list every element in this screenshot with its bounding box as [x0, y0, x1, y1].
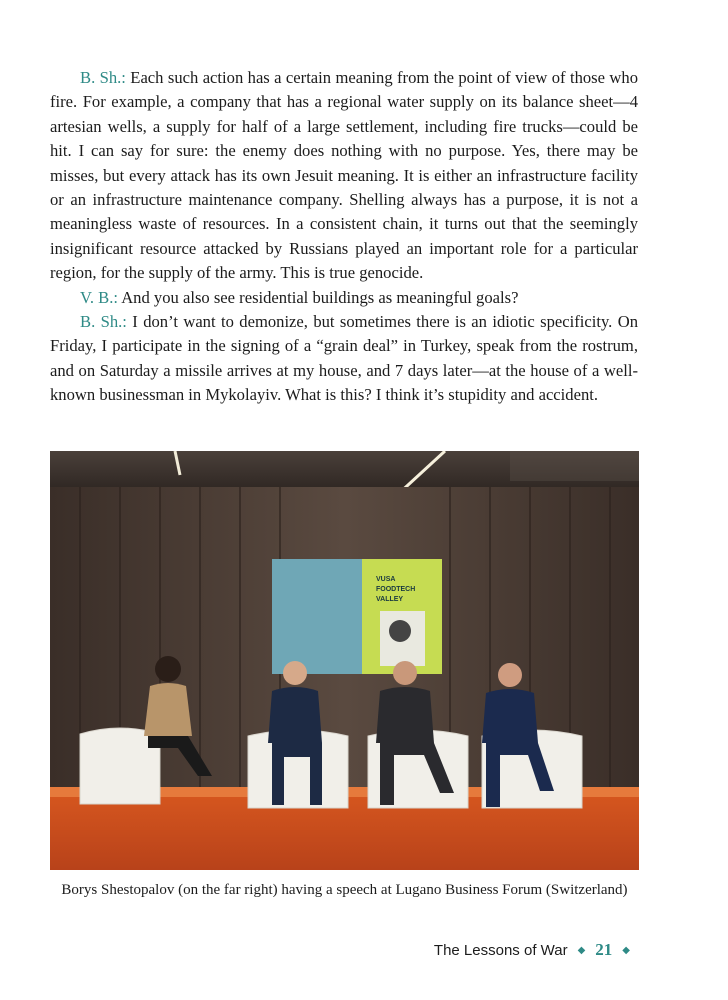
paragraph-text: Each such action has a certain meaning from the point of view of those who fire. For example, a company that has a regional water supply on its balance sheet—4 artesian wells, a supply for half of a large settlement, including fire trucks—could be hit. I can say for sure: the enemy does nothing with no purpose. Yes, there may be misses, but every attack has its own Jesuit meaning. It is either an infrastructure facility or an infrastructure maintenance company. Shelling always has a purpose, it is not a meaningless waste of resources. In a consistent chain, it turns out that the seemingly insignificant resource attacked by Russians played an important role for a particular region, for the supply of the army. This is true genocide. — [50, 68, 638, 283]
paragraph — [50, 310, 638, 408]
diamond-ornament-icon: ◆ — [622, 944, 630, 956]
photo-caption: Borys Shestopalov (on the far right) having a speech at Lugano Business Forum (Switzerland) — [61, 882, 628, 898]
paragraph — [50, 286, 638, 310]
screen-line: VUSA — [376, 576, 396, 583]
diamond-ornament-icon: ◆ — [577, 944, 586, 956]
speaker-label: B. Sh.: — [80, 312, 127, 332]
forum-photo — [50, 451, 639, 870]
screen-line: FOODTECH — [376, 586, 416, 593]
running-title: The Lessons of War — [433, 941, 568, 959]
speaker-label: B. Sh.: — [80, 68, 126, 87]
paragraph-text: I don’t want to demonize, but sometimes there is an idiotic specificity. On Friday, I participate in the signing of a “grain deal” in Turkey, speak from the rostrum, and on Saturday a missile arrives at my house, and 7 days later—at the house of a well-known businessman in Mykolayiv. What is this? I think it’s stupidity and accident. — [50, 312, 639, 405]
screen-line: VALLEY — [376, 596, 404, 603]
interview-text — [50, 66, 638, 408]
speaker-label: V. B.: — [80, 287, 118, 307]
page-number: 21 — [595, 940, 613, 959]
page-footer — [434, 940, 640, 960]
paragraph — [50, 66, 638, 286]
paragraph-text: And you also see residential buildings as meaningful goals? — [117, 287, 519, 307]
